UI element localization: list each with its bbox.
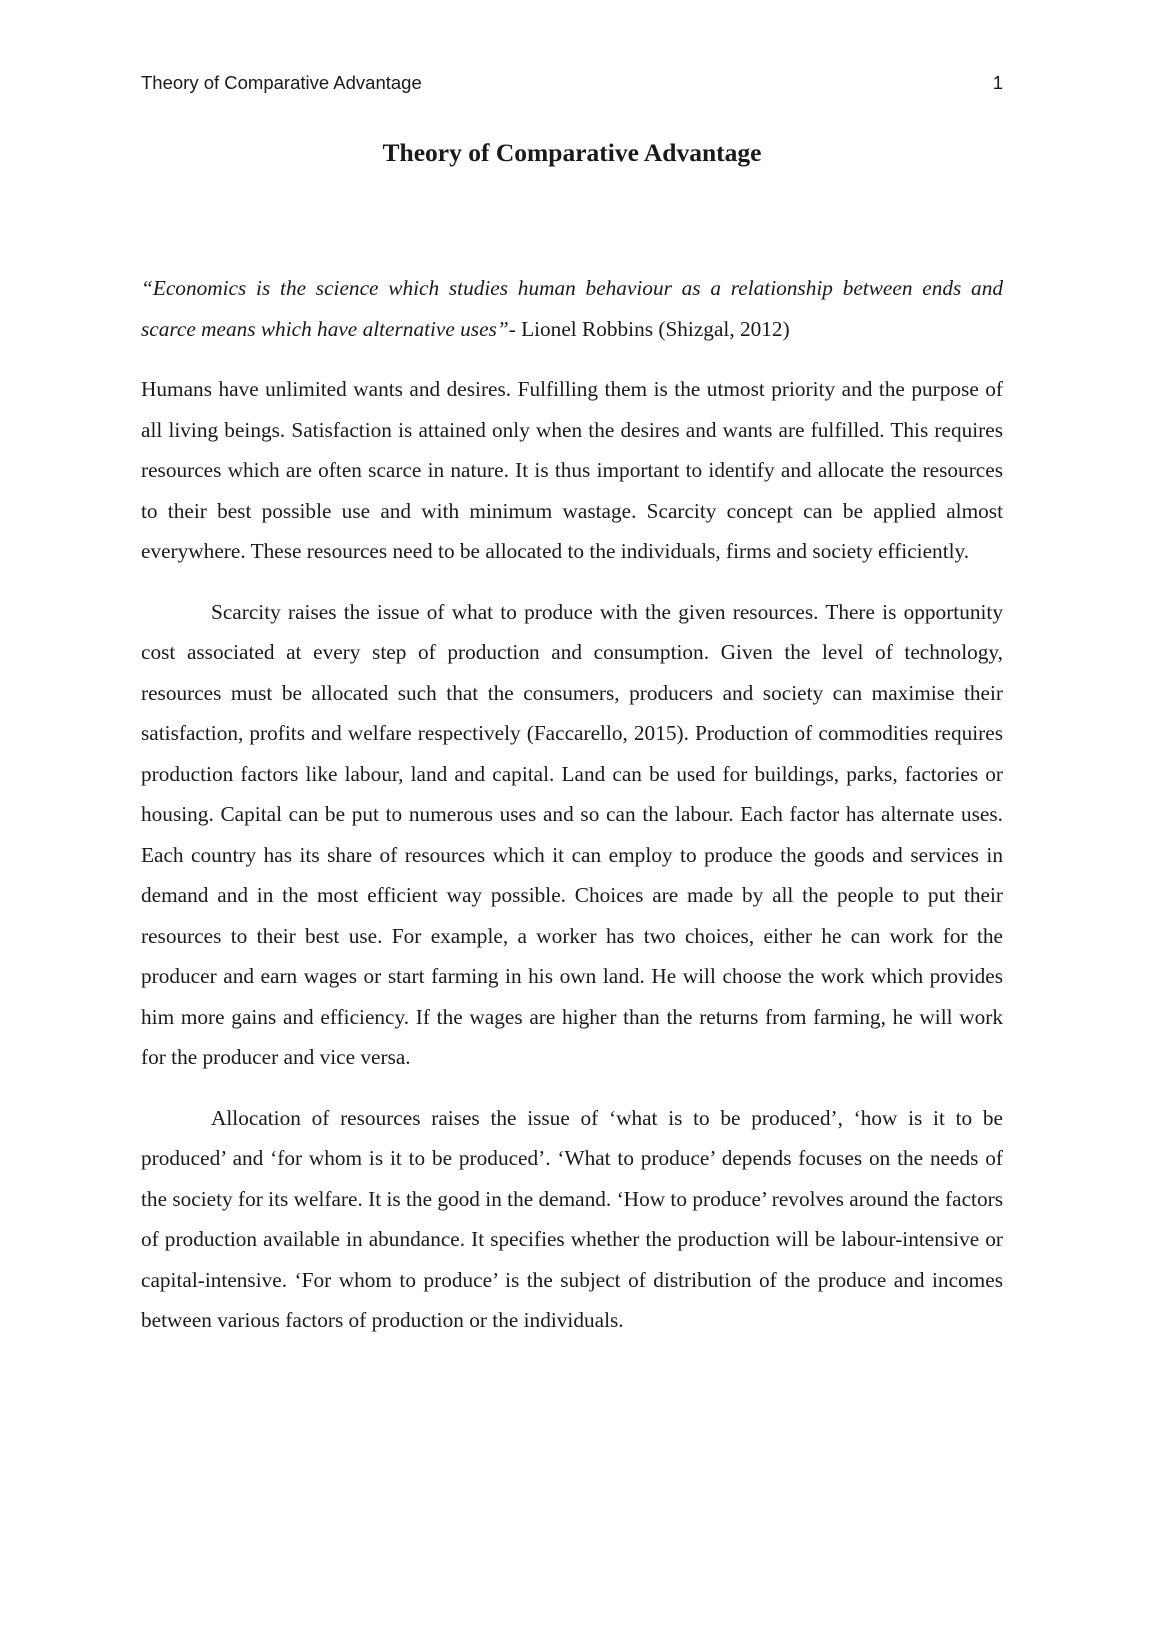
body-paragraph-2: Scarcity raises the issue of what to produce with the given resources. There is opportunity cost associated at every step of production and consumption. Given the level of technology, resources must be allocated such that the consumers, producers and society can maximise their satisfaction, profits and welfare respectively (Faccarello, 2015). Production of commodities requires production factors like labour, land and capital. Land can be used for buildings, parks, factories or housing. Capital can be put to numerous uses and so can the labour. Each factor has alternate uses. Each country has its share of resources which it can employ to produce the goods and services in demand and in the most efficient way possible. Choices are made by all the people to put their resources to their best use. For example, a worker has two choices, either he can work for the producer and earn wages or start farming in his own land. He will choose the work which provides him more gains and efficiency. If the wages are higher than the returns from farming, he will work for the producer and vice versa. <box>141 599 1003 1069</box>
running-header <box>141 70 1003 96</box>
body-paragraph-1: Humans have unlimited wants and desires. Fulfilling them is the utmost priority and the purpose of all living beings. Satisfaction is attained only when the desires and wants are fulfilled. This requires resources which are often scarce in nature. It is thus important to identify and allocate the resources to their best possible use and with minimum wastage. Scarcity concept can be applied almost everywhere. These resources need to be allocated to the individuals, firms and society efficiently. <box>141 377 1003 563</box>
document-title: Theory of Comparative Advantage <box>382 138 762 167</box>
document-body <box>141 268 1003 1361</box>
epigraph-quote: “Economics is the science which studies human behaviour as a relationship between ends and scarce means which have alternative uses” <box>141 276 1003 341</box>
page-number: 1 <box>992 72 1003 93</box>
epigraph-attribution: - Lionel Robbins (Shizgal, 2012) <box>508 316 790 341</box>
epigraph-paragraph <box>141 268 1003 349</box>
running-header-title: Theory of Comparative Advantage <box>141 72 422 93</box>
body-paragraph-3: Allocation of resources raises the issue of ‘what is to be produced’, ‘how is it to be produced’ and ‘for whom is it to be produced’. ‘What to produce’ depends focuses on the needs of the society for its welfare. It is the good in the demand. ‘How to produce’ revolves around the factors of production available in abundance. It specifies whether the production will be labour-intensive or capital-intensive. ‘For whom to produce’ is the subject of distribution of the produce and incomes between various factors of production or the individuals. <box>141 1105 1003 1332</box>
